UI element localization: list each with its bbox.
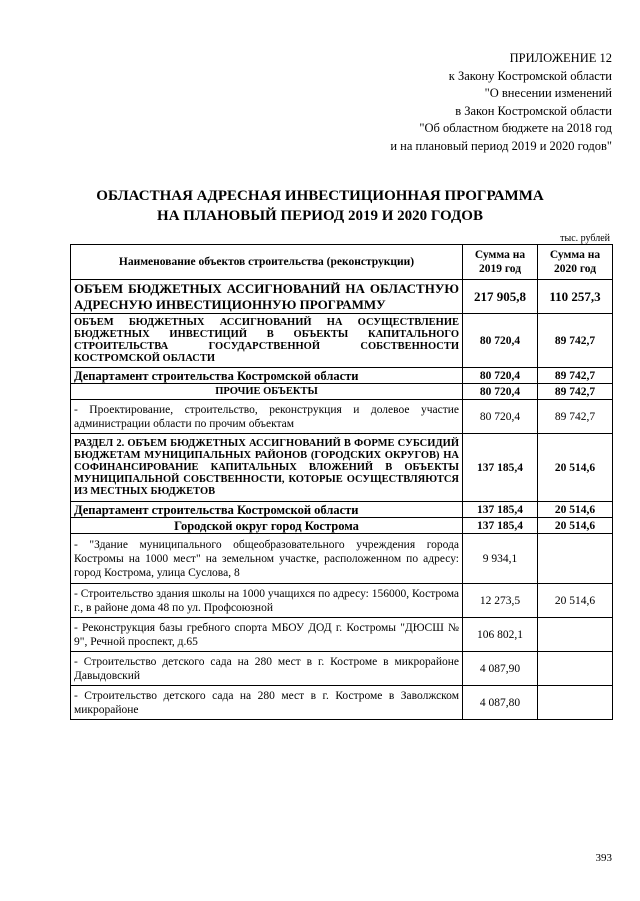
row-2020 [538, 618, 613, 652]
table-header-row [71, 245, 613, 280]
row-2020: 89 742,7 [538, 384, 613, 400]
row-2020 [538, 686, 613, 720]
row-2019: 137 185,4 [463, 434, 538, 502]
row-2019: 106 802,1 [463, 618, 538, 652]
row-name: - Проектирование, строительство, реконструкция и долевое участие администрации области по прочим объектам [71, 400, 463, 434]
row-2020: 20 514,6 [538, 518, 613, 534]
row-2019: 9 934,1 [463, 534, 538, 584]
table-row [71, 434, 613, 502]
table-row [71, 652, 613, 686]
appendix-line: ПРИЛОЖЕНИЕ 12 [509, 51, 612, 65]
table-row [71, 280, 613, 314]
table-row [71, 384, 613, 400]
document-title [0, 186, 640, 226]
row-2019: 12 273,5 [463, 584, 538, 618]
row-2019: 137 185,4 [463, 518, 538, 534]
row-name: - Строительство здания школы на 1000 учащихся по адресу: 156000, Кострома г., в районе дома 48 по ул. Профсоюзной [71, 584, 463, 618]
row-name: ОБЪЕМ БЮДЖЕТНЫХ АССИГНОВАНИЙ НА ОБЛАСТНУЮ АДРЕСНУЮ ИНВЕСТИЦИОННУЮ ПРОГРАММУ [71, 280, 463, 314]
row-2019: 80 720,4 [463, 400, 538, 434]
table-row [71, 534, 613, 584]
row-2019: 217 905,8 [463, 280, 538, 314]
row-name: Городской округ город Кострома [71, 518, 463, 534]
row-2020: 20 514,6 [538, 434, 613, 502]
row-2020 [538, 534, 613, 584]
row-2019: 137 185,4 [463, 502, 538, 518]
row-name: РАЗДЕЛ 2. ОБЪЕМ БЮДЖЕТНЫХ АССИГНОВАНИЙ В ФОРМЕ СУБСИДИЙ БЮДЖЕТАМ МУНИЦИПАЛЬНЫХ РАЙОНОВ (ГОРОДСКИХ ОКРУГОВ) НА СОФИНАНСИРОВАНИЕ КАПИТАЛЬНЫХ ВЛОЖЕНИЙ В ОБЪЕКТЫ МУНИЦИПАЛЬНОЙ СОБСТВЕННОСТИ, КОТОРЫЕ ОСУЩЕСТВЛЯЮТСЯ ИЗ МЕСТНЫХ БЮДЖЕТОВ [71, 434, 463, 502]
title-line-2: НА ПЛАНОВЫЙ ПЕРИОД 2019 И 2020 ГОДОВ [157, 208, 483, 224]
row-2020: 20 514,6 [538, 584, 613, 618]
units-label: тыс. рублей [560, 233, 610, 244]
appendix-line: "О внесении изменений [484, 86, 612, 100]
appendix-line: к Закону Костромской области [448, 68, 612, 83]
row-name: ПРОЧИЕ ОБЪЕКТЫ [71, 384, 463, 400]
header-2020: Сумма на 2020 год [538, 245, 613, 280]
row-name: - Строительство детского сада на 280 мест в г. Костроме в микрорайоне Давыдовский [71, 652, 463, 686]
row-2020: 89 742,7 [538, 368, 613, 384]
investment-program-table [70, 244, 613, 720]
title-line-1: ОБЛАСТНАЯ АДРЕСНАЯ ИНВЕСТИЦИОННАЯ ПРОГРАММА [96, 188, 544, 204]
row-2020: 110 257,3 [538, 280, 613, 314]
table-row [71, 618, 613, 652]
header-name: Наименование объектов строительства (реконструкции) [71, 245, 463, 280]
table-row [71, 502, 613, 518]
appendix-header [390, 50, 612, 155]
row-name: - "Здание муниципального общеобразовательного учреждения города Костромы на 1000 мест" на земельном участке, расположенном по адресу: город Кострома, улица Суслова, 8 [71, 534, 463, 584]
header-2019: Сумма на 2019 год [463, 245, 538, 280]
table-row [71, 314, 613, 368]
row-2019: 4 087,80 [463, 686, 538, 720]
appendix-line: "Об областном бюджете на 2018 год [419, 121, 612, 135]
appendix-line: в Закон Костромской области [455, 103, 612, 118]
row-2019: 80 720,4 [463, 368, 538, 384]
row-name: Департамент строительства Костромской области [71, 368, 463, 384]
table-row [71, 686, 613, 720]
row-name: ОБЪЕМ БЮДЖЕТНЫХ АССИГНОВАНИЙ НА ОСУЩЕСТВЛЕНИЕ БЮДЖЕТНЫХ ИНВЕСТИЦИЙ В ОБЪЕКТЫ КАПИТАЛЬНОГО СТРОИТЕЛЬСТВА ГОСУДАРСТВЕННОЙ СОБСТВЕННОСТИ КОСТРОМСКОЙ ОБЛАСТИ [71, 314, 463, 368]
row-2020: 89 742,7 [538, 400, 613, 434]
row-name: - Строительство детского сада на 280 мест в г. Костроме в Заволжском микрорайоне [71, 686, 463, 720]
page-number: 393 [595, 852, 612, 864]
row-2019: 80 720,4 [463, 314, 538, 368]
row-2020 [538, 652, 613, 686]
table-row [71, 518, 613, 534]
appendix-line: и на плановый период 2019 и 2020 годов" [390, 138, 612, 153]
row-2020: 20 514,6 [538, 502, 613, 518]
row-2019: 80 720,4 [463, 384, 538, 400]
row-2019: 4 087,90 [463, 652, 538, 686]
row-name: - Реконструкция базы гребного спорта МБОУ ДОД г. Костромы "ДЮСШ № 9", Речной проспект, д.65 [71, 618, 463, 652]
row-name: Департамент строительства Костромской области [71, 502, 463, 518]
table-row [71, 400, 613, 434]
table-row [71, 584, 613, 618]
table-row [71, 368, 613, 384]
row-2020: 89 742,7 [538, 314, 613, 368]
